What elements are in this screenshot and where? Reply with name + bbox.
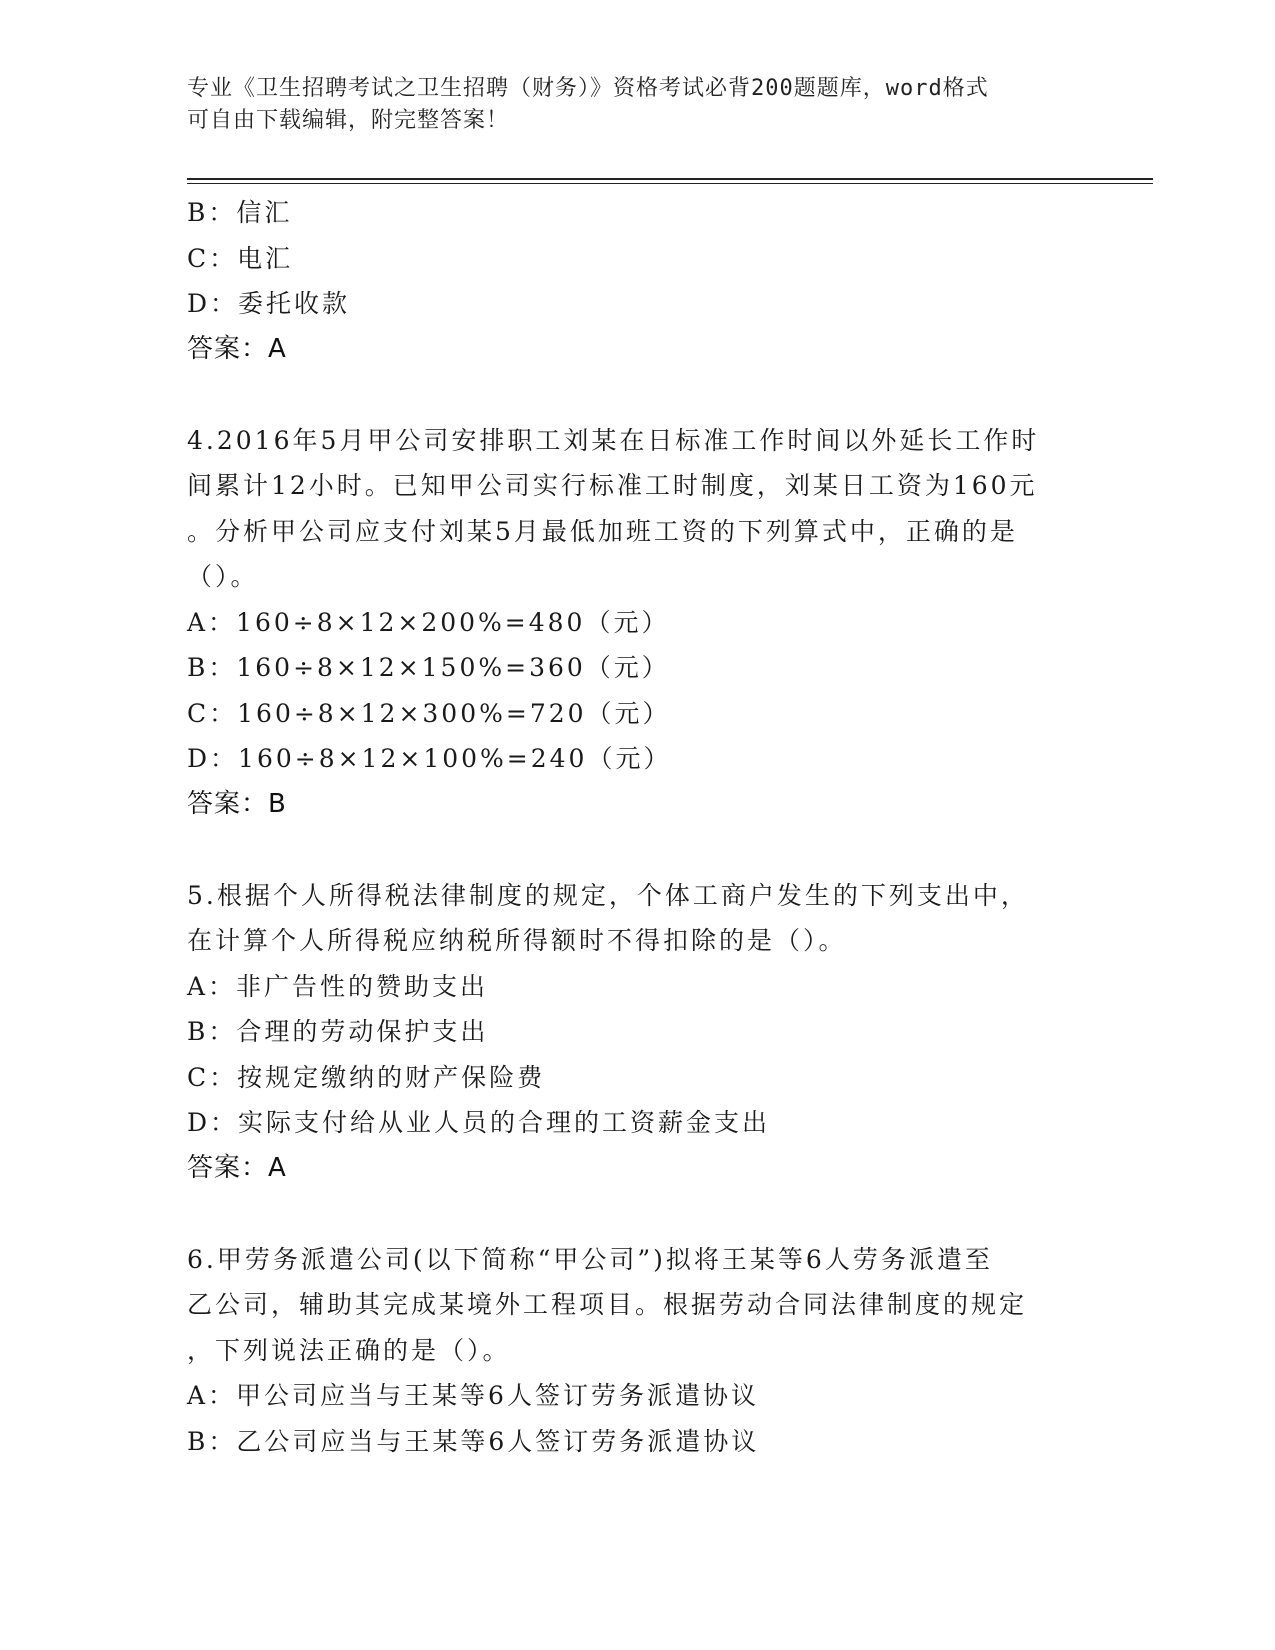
- stem-line: 乙公司，辅助其完成某境外工程项目。根据劳动合同法律制度的规定: [187, 1290, 1028, 1319]
- option-a: A：甲公司应当与王某等6人签订劳务派遣协议: [187, 1381, 759, 1410]
- question-stem: [187, 1237, 1087, 1374]
- option-b: B：乙公司应当与王某等6人签订劳务派遣协议: [187, 1426, 760, 1456]
- stem-line: 5.根据个人所得税法律制度的规定，个体工商户发生的下列支出中，: [187, 880, 1029, 910]
- answer-line: 答案：A: [187, 1152, 287, 1183]
- document-header: [187, 73, 1067, 137]
- question-list: [187, 190, 1087, 1464]
- option-d: D：委托收款: [187, 289, 351, 318]
- header-line-1: 专业《卫生招聘考试之卫生招聘（财务）》资格考试必背200题题库，word格式: [187, 76, 989, 101]
- option-c: C：160÷8×12×300%=720（元）: [187, 698, 671, 728]
- question-5: [187, 873, 1087, 1192]
- option-b: B：合理的劳动保护支出: [187, 1017, 489, 1046]
- answer-line: 答案：B: [187, 788, 287, 819]
- option-a: A：非广告性的赞助支出: [187, 971, 489, 1001]
- option-b: B：信汇: [187, 198, 293, 227]
- option-b: B：160÷8×12×150%=360（元）: [187, 653, 670, 682]
- question-3-tail: [187, 190, 1087, 372]
- option-c: C：电汇: [187, 243, 294, 273]
- header-rule-thick: [187, 178, 1153, 180]
- stem-line: ，下列说法正确的是（）。: [187, 1335, 511, 1365]
- option-c: C：按规定缴纳的财产保险费: [187, 1062, 546, 1092]
- stem-line: 在计算个人所得税应纳税所得额时不得扣除的是（）。: [187, 926, 847, 955]
- spacer: [187, 372, 1087, 418]
- question-4: [187, 418, 1087, 828]
- stem-line: 6.甲劳务派遣公司(以下简称“甲公司”)拟将王某等6人劳务派遣至: [187, 1244, 993, 1274]
- question-stem: [187, 873, 1087, 964]
- stem-line: 间累计12小时。已知甲公司实行标准工时制度，刘某日工资为160元: [187, 471, 1038, 500]
- question-6: [187, 1237, 1087, 1465]
- header-rule-thin: [187, 183, 1153, 184]
- answer-line: 答案：A: [187, 333, 287, 364]
- header-line-2: 可自由下载编辑，附完整答案！: [187, 108, 510, 133]
- stem-line: 。分析甲公司应支付刘某5月最低加班工资的下列算式中，正确的是: [187, 516, 1018, 546]
- spacer: [187, 827, 1087, 873]
- option-d: D：160÷8×12×100%=240（元）: [187, 744, 672, 773]
- stem-line: （）。: [187, 562, 259, 591]
- option-a: A：160÷8×12×200%=480（元）: [187, 607, 670, 637]
- question-stem: [187, 418, 1087, 600]
- spacer: [187, 1191, 1087, 1237]
- option-d: D：实际支付给从业人员的合理的工资薪金支出: [187, 1108, 771, 1137]
- stem-line: 4.2016年5月甲公司安排职工刘某在日标准工作时间以外延长工作时: [187, 425, 1040, 455]
